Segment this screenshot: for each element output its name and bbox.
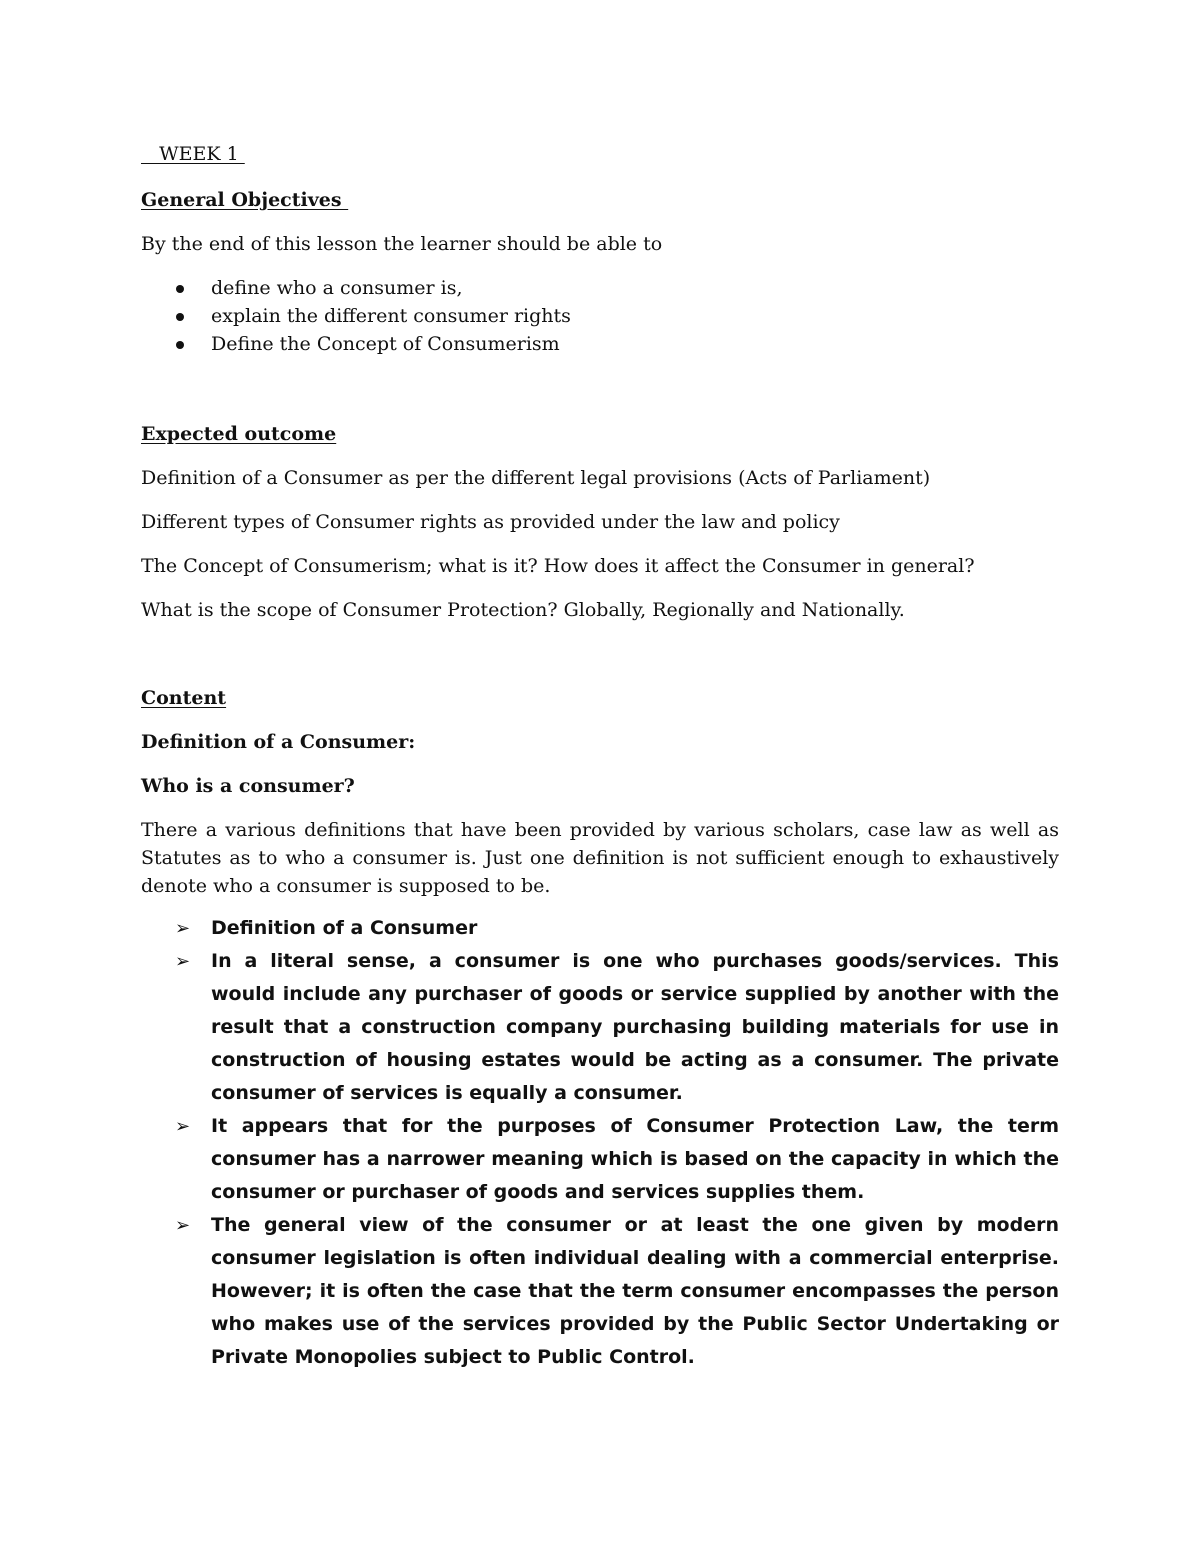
list-item xyxy=(141,945,1059,1110)
outcome-line: What is the scope of Consumer Protection? Globally, Regionally and Nationally. xyxy=(141,599,905,621)
definition-subheading: Definition of a Consumer: xyxy=(141,731,416,753)
list-item xyxy=(141,302,1059,330)
list-item xyxy=(141,274,1059,302)
list-item xyxy=(141,1209,1059,1374)
document-page xyxy=(141,140,1059,1374)
arrow-bullet-icon: ➢ xyxy=(175,951,191,972)
outcome-line: Definition of a Consumer as per the different legal provisions (Acts of Parliament) xyxy=(141,467,931,489)
general-objectives-heading: General Objectives xyxy=(141,189,349,211)
who-is-consumer-subheading: Who is a consumer? xyxy=(141,775,355,797)
arrow-bullet-icon: ➢ xyxy=(175,1116,191,1137)
objective-text: define who a consumer is, xyxy=(211,277,463,299)
point-text: The general view of the consumer or at least the one given by modern consumer legislation is often individual dealing with a commercial enterprise. However; it is often the case that the term consumer encompasses the person who makes use of the services provided by the Public Sector Undertaking or Private Monopolies subject to Public Control. xyxy=(211,1214,1059,1368)
list-item xyxy=(141,912,1059,945)
expected-outcome-heading: Expected outcome xyxy=(141,423,337,445)
bullet-dot-icon xyxy=(176,341,184,349)
objectives-intro: By the end of this lesson the learner should be able to xyxy=(141,233,663,255)
outcome-line: Different types of Consumer rights as provided under the law and policy xyxy=(141,511,840,533)
content-heading: Content xyxy=(141,687,227,709)
week-title: WEEK 1 xyxy=(141,143,245,165)
point-text: It appears that for the purposes of Consumer Protection Law, the term consumer has a narrower meaning which is based on the capacity in which the consumer or purchaser of goods and services supplies them. xyxy=(211,1115,1059,1203)
objective-text: Define the Concept of Consumerism xyxy=(211,333,560,355)
intro-paragraph: There a various definitions that have been provided by various scholars, case law as well as Statutes as to who a consumer is. Just one definition is not sufficient enough to exhaustively denote who a consumer is supposed to be. xyxy=(141,819,1059,897)
list-item xyxy=(141,1110,1059,1209)
consumer-points-list xyxy=(141,912,1059,1374)
arrow-bullet-icon: ➢ xyxy=(175,918,191,939)
point-text: Definition of a Consumer xyxy=(211,917,478,939)
bullet-dot-icon xyxy=(176,285,184,293)
list-item xyxy=(141,330,1059,358)
outcome-line: The Concept of Consumerism; what is it? How does it affect the Consumer in general? xyxy=(141,555,975,577)
objective-text: explain the different consumer rights xyxy=(211,305,571,327)
bullet-dot-icon xyxy=(176,313,184,321)
point-text: In a literal sense, a consumer is one who purchases goods/services. This would include any purchaser of goods or service supplied by another with the result that a construction company purchasing building materials for use in construction of housing estates would be acting as a consumer. The private consumer of services is equally a consumer. xyxy=(211,950,1059,1104)
arrow-bullet-icon: ➢ xyxy=(175,1215,191,1236)
objectives-list xyxy=(141,274,1059,358)
